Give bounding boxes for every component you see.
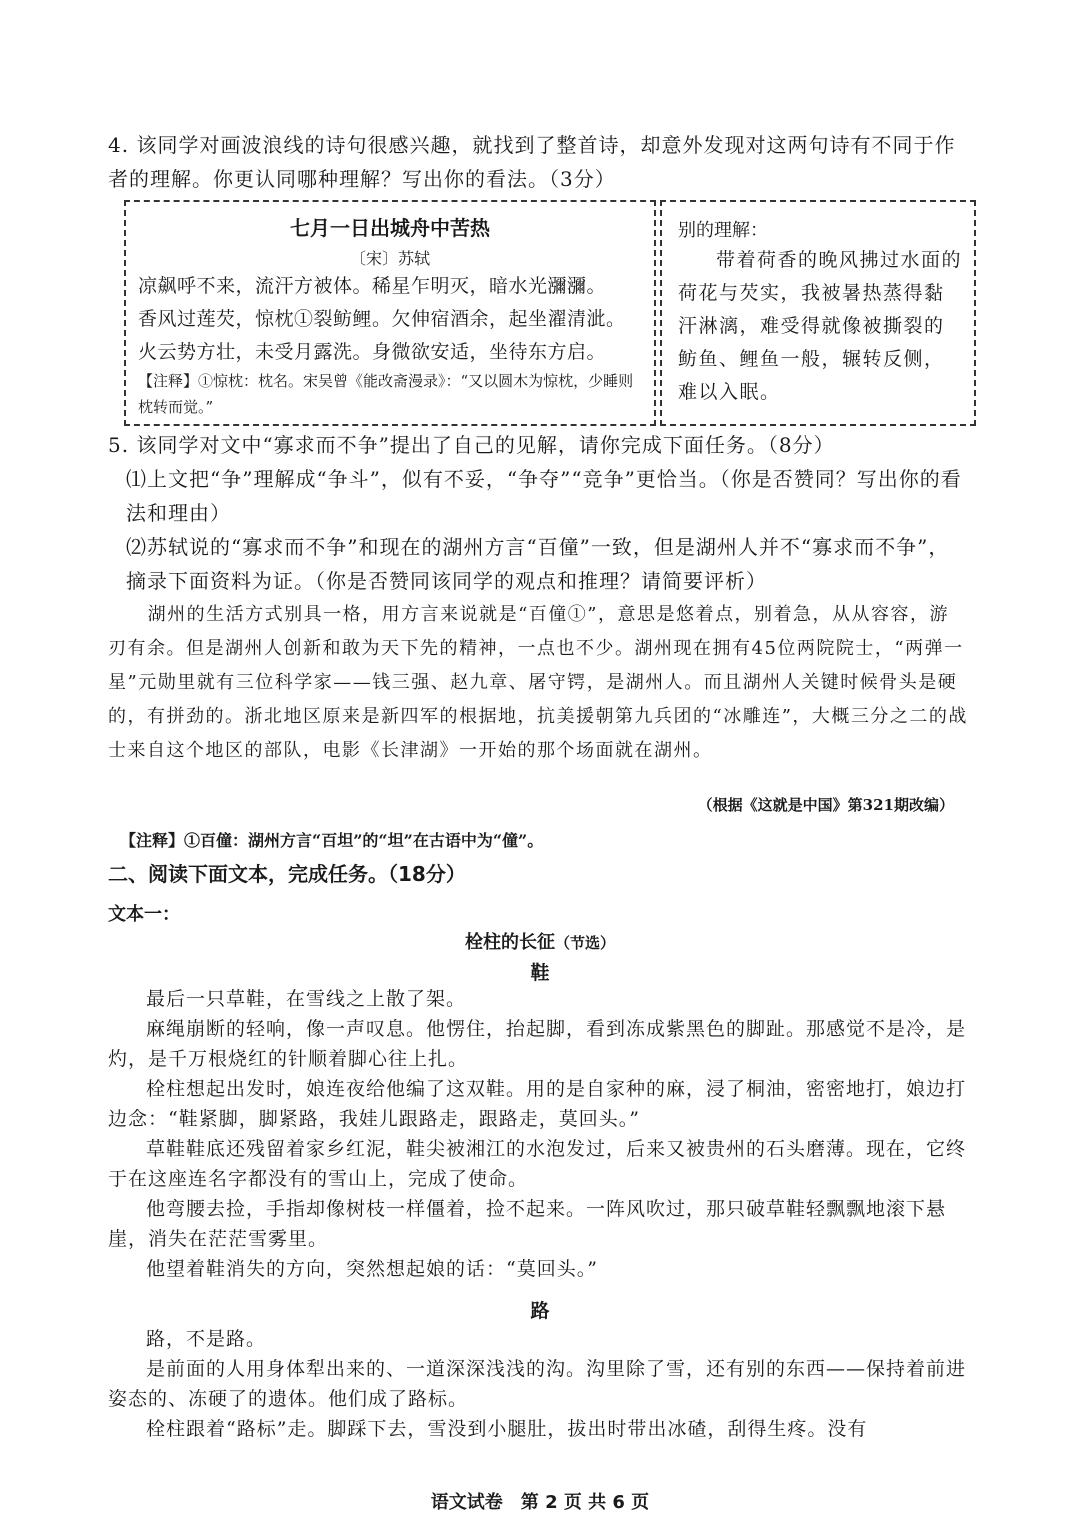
question-5-sub-2: ⑵苏轼说的“寡求而不争”和现在的湖州方言“百僮”一致，但是湖州人并不“寡求而不争”，摘录下面资料为证。（你是否赞同该同学的观点和推理？请简要评析） [126, 535, 950, 593]
paragraph: 他望着鞋消失的方向，突然想起娘的话：“莫回头。” [146, 1258, 598, 1280]
article-title [0, 928, 1080, 954]
poem-title: 七月一日出城舟中苦热 [290, 216, 490, 240]
poem-line: 凉飙呼不来，流汗方被体。稀星乍明灭，暗水光瀰瀰。 [138, 275, 607, 297]
road-heading: 路 [530, 1300, 550, 1322]
interpretation-box [660, 200, 976, 426]
poem-author: 〔宋〕苏轼 [349, 249, 430, 268]
paragraph: 麻绳崩断的轻响，像一声叹息。他愣住，抬起脚，看到冻成紫黑色的脚趾。那感觉不是冷，是灼，是千万根烧红的针顺着脚心往上扎。 [108, 1018, 967, 1070]
road-section [108, 1324, 968, 1444]
page-footer: 语文试卷 第 2 页 共 6 页 [430, 1492, 650, 1513]
poem-line: 火云势方壮，未受月露洗。身微欲安适，坐待东方启。 [138, 341, 607, 363]
paragraph: 他弯腰去捡，手指却像树枝一样僵着，捡不起来。一阵风吹过，那只破草鞋轻飘飘地滚下悬崖，消失在茫茫雪雾里。 [108, 1198, 947, 1250]
paragraph: 栓柱跟着“路标”走。脚踩下去，雪没到小腿肚，拔出时带出冰碴，刮得生疼。没有 [146, 1418, 868, 1440]
article-title-text: 栓柱的长征 [464, 932, 555, 953]
interpretation-text: 带着荷香的晚风拂过水面的荷花与芡实，我被暑热蒸得黏汗淋漓，难受得就像被撕裂的鲂鱼、鲤鱼一般，辗转反侧，难以入眠。 [678, 249, 963, 403]
shoe-section [108, 984, 968, 1284]
shoe-heading: 鞋 [530, 962, 550, 984]
poem-note: 【注释】①惊枕：枕名。宋吴曾《能改斋漫录》：“又以圆木为惊枕，少睡则枕转而觉。” [138, 372, 634, 416]
text-one-label: 文本一： [108, 904, 180, 925]
article-title-note: （节选） [554, 934, 615, 952]
paragraph: 最后一只草鞋，在雪线之上散了架。 [146, 988, 467, 1010]
paragraph: 栓柱想起出发时，娘连夜给他编了这双鞋。用的是自家种的麻，浸了桐油，密密地打，娘边打边念：“鞋紧脚，脚紧路，我娃儿跟路走，跟路走，莫回头。” [108, 1078, 967, 1130]
question-5: 5. 该同学对文中“寡求而不争”提出了自己的见解，请你完成下面任务。（8分） [108, 433, 835, 457]
section-2-title: 二、阅读下面文本，完成任务。（18分） [108, 862, 466, 886]
question-4: 4. 该同学对画波浪线的诗句很感兴趣，就找到了整首诗，却意外发现对这两句诗有不同于作者的理解。你更认同哪种理解？写出你的看法。（3分） [108, 133, 956, 191]
question-5-sub-1: ⑴上文把“争”理解成“争斗”，似有不妥，“争夺”“竞争”更恰当。（你是否赞同？写出你的看法和理由） [126, 467, 962, 525]
passage-note: 【注释】①百僮：湖州方言“百坦”的“坦”在古语中为“僮”。 [120, 831, 544, 850]
paragraph: 是前面的人用身体犁出来的、一道深深浅浅的沟。沟里除了雪，还有别的东西——保持着前进姿态的、冻硬了的遗体。他们成了路标。 [108, 1358, 967, 1410]
passage-source: （根据《这就是中国》第321期改编） [697, 796, 954, 814]
poem-box [124, 200, 656, 426]
paragraph: 草鞋鞋底还残留着家乡红泥，鞋尖被湘江的水泡发过，后来又被贵州的石头磨薄。现在，它终于在这座连名字都没有的雪山上，完成了使命。 [108, 1138, 967, 1190]
poem-line: 香风过莲芡，惊枕①裂鲂鲤。欠伸宿酒余，起坐濯清泚。 [138, 308, 626, 330]
paragraph: 路，不是路。 [146, 1328, 267, 1350]
interpretation-title: 别的理解： [678, 220, 768, 241]
poem-lines [138, 270, 648, 369]
source-passage: 湖州的生活方式别具一格，用方言来说就是“百僮①”，意思是悠着点，别着急，从从容容，游刃有余。但是湖州人创新和敢为天下先的精神，一点也不少。湖州现在拥有45位两院院士，“两弹一星”元勋里就有三位科学家——钱三强、赵九章、屠守锷，是湖州人。而且湖州人关键时候骨头是硬的，有拼劲的。浙北地区原来是新四军的根据地，抗美援朝第九兵团的“冰雕连”，大概三分之二的战士来自这个地区的部队，电影《长津湖》一开始的那个场面就在湖州。 [108, 604, 968, 761]
